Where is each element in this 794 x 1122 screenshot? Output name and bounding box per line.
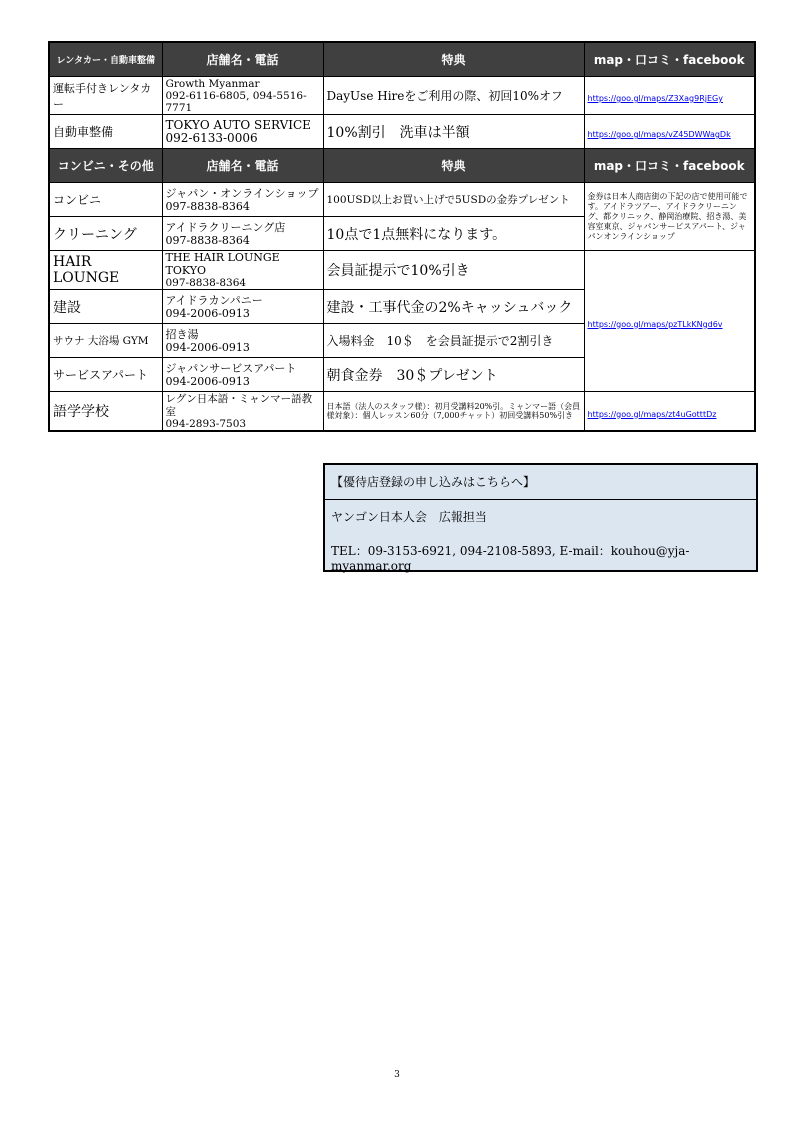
row-category: サウナ 大浴場 GYM: [49, 324, 162, 358]
row-store: [162, 77, 323, 115]
map-link[interactable]: https://goo.gl/maps/zt4uGotttDz: [587, 409, 717, 419]
row-benefit: 日本語（法人のスタッフ様）：初月受講料20%引。ミャンマー語（会員様対象）：個人レッスン60分（7,000チャット）初回受講料50%引き: [323, 392, 584, 432]
map-link[interactable]: https://goo.gl/maps/vZ45DWWagDk: [587, 130, 731, 139]
table-row: [49, 77, 755, 115]
contact-title: 【優待店登録の申し込みはこちらへ】: [325, 465, 756, 500]
header-category: コンビニ・その他: [49, 149, 162, 183]
row-map: [584, 392, 755, 432]
store-phone: 097-8838-8364: [165, 233, 250, 247]
row-benefit: 朝食金券 30＄プレゼント: [323, 358, 584, 392]
table-row: [49, 115, 755, 149]
store-phone: 092-6133-0006: [165, 130, 258, 145]
store-name: TOKYO AUTO SERVICE: [165, 117, 311, 132]
row-benefit: 10%割引 洗車は半額: [323, 115, 584, 149]
store-name: ジャパン・オンラインショップ: [165, 186, 319, 200]
row-benefit: 10点で1点無料になります。: [323, 217, 584, 251]
header-map: map・口コミ・facebook: [584, 149, 755, 183]
row-category: HAIR LOUNGE: [49, 251, 162, 290]
row-benefit: 建設・工事代金の2%キャッシュバック: [323, 290, 584, 324]
row-store: [162, 358, 323, 392]
row-benefit: DayUse Hireをご利用の際、初回10%オフ: [323, 77, 584, 115]
section-header-other: [49, 149, 755, 183]
row-map: [584, 251, 755, 392]
header-category: レンタカー・自動車整備: [49, 42, 162, 77]
row-store: [162, 324, 323, 358]
map-link[interactable]: https://goo.gl/maps/pzTLkKNgd6v: [587, 319, 723, 329]
header-map: map・口コミ・facebook: [584, 42, 755, 77]
row-map: [584, 115, 755, 149]
contact-body: [325, 500, 756, 573]
benefits-table: [48, 41, 756, 432]
contact-details: TEL：09-3153-6921, 094-2108-5893, E-mail：kouhou@yja-myanmar.org: [331, 544, 690, 573]
row-category: 建設: [49, 290, 162, 324]
store-name: ジャパンサービスアパート: [165, 361, 297, 375]
row-map: [584, 77, 755, 115]
row-store: [162, 392, 323, 432]
row-store: [162, 217, 323, 251]
header-benefit: 特典: [323, 149, 584, 183]
contact-box: [323, 463, 758, 572]
store-phone: 097-8838-8364: [165, 199, 250, 213]
table-row: [49, 183, 755, 217]
row-store: [162, 115, 323, 149]
row-store: [162, 290, 323, 324]
row-category: 語学学校: [49, 392, 162, 432]
store-phone: 094-2006-0913: [165, 374, 250, 388]
map-link[interactable]: https://goo.gl/maps/Z3Xag9RjEGy: [587, 94, 723, 103]
row-category: 運転手付きレンタカー: [49, 77, 162, 115]
header-store: 店舗名・電話: [162, 42, 323, 77]
store-phone: 094-2006-0913: [165, 340, 250, 354]
store-phone: 092-6116-6805, 094-5516-7771: [165, 90, 307, 114]
row-benefit: 入場料金 10＄ を会員証提示で2割引き: [323, 324, 584, 358]
row-category: サービスアパート: [49, 358, 162, 392]
row-benefit: 100USD以上お買い上げで5USDの金券プレゼント: [323, 183, 584, 217]
row-category: クリーニング: [49, 217, 162, 251]
row-category: 自動車整備: [49, 115, 162, 149]
table-row: [49, 251, 755, 290]
header-store: 店舗名・電話: [162, 149, 323, 183]
row-store: [162, 251, 323, 290]
store-name: THE HAIR LOUNGE TOKYO: [165, 251, 280, 277]
store-phone: 094-2006-0913: [165, 306, 250, 320]
voucher-note: 金券は日本人商店街の下記の店で使用可能です。アイドラツアー、アイドラクリーニング、都クリニック、静岡治療院、招き湯、美容室東京、ジャパンサービスアパート、ジャパンオンラインショップ: [584, 183, 755, 251]
row-category: コンビニ: [49, 183, 162, 217]
row-store: [162, 183, 323, 217]
store-name: Growth Myanmar: [165, 78, 260, 90]
store-phone: 094-2893-7503: [165, 418, 247, 430]
store-name: レグン日本語・ミャンマー語教室: [165, 393, 313, 418]
page-number: 3: [394, 1070, 400, 1080]
contact-org: ヤンゴン日本人会 広報担当: [331, 510, 487, 524]
store-name: 招き湯: [165, 327, 199, 341]
section-header-rental: [49, 42, 755, 77]
store-phone: 097-8838-8364: [165, 277, 247, 289]
table-row: [49, 392, 755, 432]
header-benefit: 特典: [323, 42, 584, 77]
row-benefit: 会員証提示で10%引き: [323, 251, 584, 290]
store-name: アイドラクリーニング店: [165, 220, 286, 234]
store-name: アイドラカンパニー: [165, 293, 263, 307]
